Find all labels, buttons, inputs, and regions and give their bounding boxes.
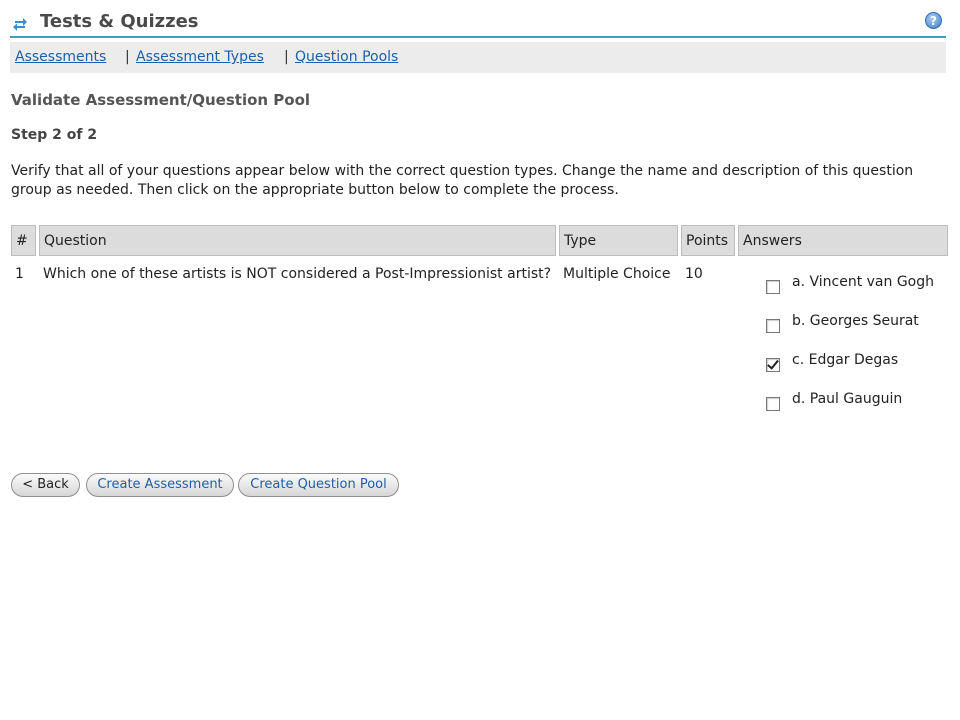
tool-header xyxy=(10,6,946,38)
question-type: Multiple Choice xyxy=(563,266,671,282)
instructions-text: Verify that all of your questions appear below with the correct question types. Change the name and description of this question group as needed. Then click on the appropriate button below to complete the process. xyxy=(11,163,914,198)
answer-checkbox[interactable] xyxy=(766,280,780,294)
question-points: 10 xyxy=(685,266,703,282)
column-header-type: Type xyxy=(559,225,678,256)
answer-label: a. Vincent van Gogh xyxy=(792,274,934,290)
table-row xyxy=(11,256,948,422)
question-number: 1 xyxy=(15,266,24,282)
create-assessment-button[interactable]: Create Assessment xyxy=(86,473,234,497)
refresh-arrows-icon[interactable] xyxy=(12,14,28,32)
answer-checkbox[interactable] xyxy=(766,358,780,372)
column-header-answers: Answers xyxy=(738,225,948,256)
question-text: Which one of these artists is NOT considered a Post-Impressionist artist? xyxy=(43,266,552,282)
table-header-row xyxy=(11,225,948,256)
page-title: Validate Assessment/Question Pool xyxy=(11,91,311,109)
nav-link-assessments[interactable]: Assessments xyxy=(15,49,107,65)
nav-link-question-pools[interactable]: Question Pools xyxy=(295,49,399,65)
answer-item xyxy=(766,344,944,383)
back-button[interactable]: < Back xyxy=(11,473,80,497)
nav-separator: | xyxy=(284,49,289,65)
tool-title: Tests & Quizzes xyxy=(40,11,199,32)
questions-table xyxy=(8,225,951,422)
answer-list xyxy=(742,266,944,422)
answer-item xyxy=(766,383,944,422)
answer-item xyxy=(766,305,944,344)
answer-checkbox[interactable] xyxy=(766,319,780,333)
column-header-question: Question xyxy=(39,225,556,256)
answer-label: c. Edgar Degas xyxy=(792,352,899,368)
tool-navbar xyxy=(10,42,946,73)
step-indicator: Step 2 of 2 xyxy=(11,127,98,143)
answer-label: b. Georges Seurat xyxy=(792,313,919,329)
answers-cell xyxy=(738,256,948,422)
answer-item xyxy=(766,266,944,305)
answer-checkbox[interactable] xyxy=(766,397,780,411)
answer-label: d. Paul Gauguin xyxy=(792,391,903,407)
column-header-number: # xyxy=(11,225,36,256)
help-icon[interactable]: ? xyxy=(925,12,942,29)
nav-separator: | xyxy=(125,49,130,65)
create-question-pool-button[interactable]: Create Question Pool xyxy=(238,473,399,497)
nav-link-assessment-types[interactable]: Assessment Types xyxy=(136,49,264,65)
column-header-points: Points xyxy=(681,225,735,256)
